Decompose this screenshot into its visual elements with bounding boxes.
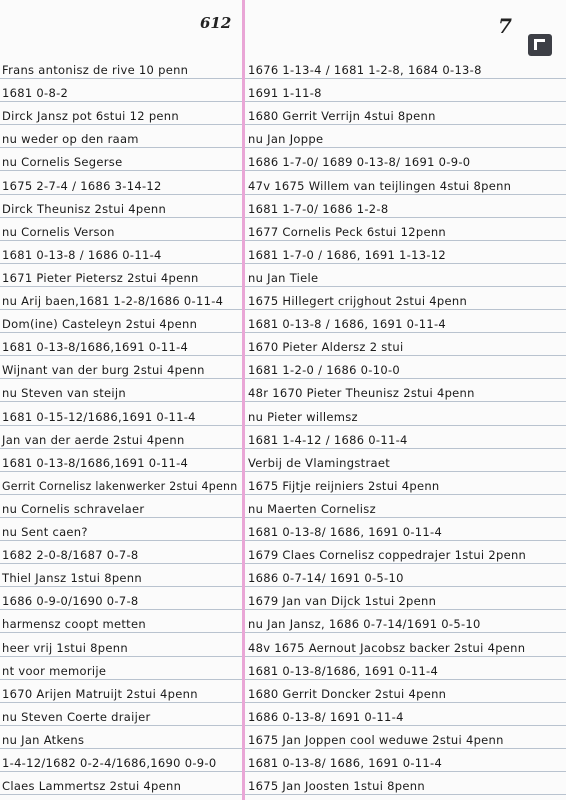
ledger-line: Thiel Jansz 1stui 8penn bbox=[2, 571, 142, 585]
ledger-line: Verbij de Vlamingstraet bbox=[248, 456, 391, 470]
ledger-line: 1681 1-7-0/ 1686 1-2-8 bbox=[248, 202, 389, 216]
ledger-line: nu Cornelis Segerse bbox=[2, 155, 123, 169]
ledger-line: 1681 0-13-8/1686,1691 0-11-4 bbox=[2, 456, 189, 470]
ledger-line: Claes Lammertsz 2stui 4penn bbox=[2, 779, 182, 793]
ruled-line bbox=[0, 78, 566, 79]
ruled-line bbox=[0, 170, 566, 171]
ledger-line: 1670 Pieter Aldersz 2 stui bbox=[248, 340, 404, 354]
ledger-line: 47v 1675 Willem van teijlingen 4stui 8penn bbox=[248, 179, 512, 193]
ledger-line: Gerrit Cornelisz lakenwerker 2stui 4penn bbox=[2, 479, 238, 493]
ledger-line: 1681 0-13-8 / 1686 0-11-4 bbox=[2, 248, 162, 262]
ruled-line bbox=[0, 401, 566, 402]
ledger-line: harmensz coopt metten bbox=[2, 617, 146, 631]
ledger-line: 1691 1-11-8 bbox=[248, 86, 322, 100]
ledger-line: 1686 0-13-8/ 1691 0-11-4 bbox=[248, 710, 404, 724]
ruled-line bbox=[0, 355, 566, 356]
ledger-line: 1681 0-13-8/ 1686, 1691 0-11-4 bbox=[248, 756, 443, 770]
ruled-line bbox=[0, 147, 566, 148]
ledger-line: 1686 0-9-0/1690 0-7-8 bbox=[2, 594, 139, 608]
ledger-line: 1675 Fijtje reijniers 2stui 4penn bbox=[248, 479, 440, 493]
ruled-line bbox=[0, 471, 566, 472]
ledger-line: nu Pieter willemsz bbox=[248, 410, 358, 424]
ledger-line: 1681 1-7-0 / 1686, 1691 1-13-12 bbox=[248, 248, 447, 262]
ruled-line bbox=[0, 586, 566, 587]
ledger-line: 1681 0-13-8 / 1686, 1691 0-11-4 bbox=[248, 317, 447, 331]
column-divider bbox=[242, 0, 245, 800]
ledger-line: 1680 Gerrit Verrijn 4stui 8penn bbox=[248, 109, 436, 123]
ledger-line: 48r 1670 Pieter Theunisz 2stui 4penn bbox=[248, 386, 475, 400]
ledger-line: nu Sent caen? bbox=[2, 525, 88, 539]
ledger-line: 1675 Jan Joosten 1stui 8penn bbox=[248, 779, 425, 793]
ledger-line: heer vrij 1stui 8penn bbox=[2, 641, 128, 655]
ruled-line bbox=[0, 540, 566, 541]
ruled-line bbox=[0, 101, 566, 102]
ledger-line: 1681 1-4-12 / 1686 0-11-4 bbox=[248, 433, 408, 447]
ruled-line bbox=[0, 656, 566, 657]
page-number-left: 612 bbox=[200, 14, 232, 32]
ledger-line: nu Jan Tiele bbox=[248, 271, 319, 285]
ruled-line bbox=[0, 563, 566, 564]
ruled-line bbox=[0, 771, 566, 772]
ruled-line bbox=[0, 702, 566, 703]
ruled-line bbox=[0, 632, 566, 633]
ruled-line bbox=[0, 263, 566, 264]
ruled-line bbox=[0, 124, 566, 125]
ruled-line bbox=[0, 286, 566, 287]
ledger-line: 1679 Claes Cornelisz coppedrajer 1stui 2penn bbox=[248, 548, 527, 562]
ledger-line: 1686 1-7-0/ 1689 0-13-8/ 1691 0-9-0 bbox=[248, 155, 471, 169]
ledger-line: 1681 0-13-8/ 1686, 1691 0-11-4 bbox=[248, 525, 443, 539]
corner-fold-icon bbox=[528, 34, 552, 56]
ledger-line: Jan van der aerde 2stui 4penn bbox=[2, 433, 185, 447]
ledger-line: 1677 Cornelis Peck 6stui 12penn bbox=[248, 225, 446, 239]
ruled-line bbox=[0, 494, 566, 495]
ledger-line: Frans antonisz de rive 10 penn bbox=[2, 63, 189, 77]
ledger-line: 1681 0-15-12/1686,1691 0-11-4 bbox=[2, 410, 196, 424]
ledger-line: 1686 0-7-14/ 1691 0-5-10 bbox=[248, 571, 404, 585]
ruled-line bbox=[0, 309, 566, 310]
ruled-line bbox=[0, 240, 566, 241]
ruled-line bbox=[0, 332, 566, 333]
ledger-line: nu weder op den raam bbox=[2, 132, 139, 146]
ledger-line: 1671 Pieter Pietersz 2stui 4penn bbox=[2, 271, 199, 285]
ledger-line: 1-4-12/1682 0-2-4/1686,1690 0-9-0 bbox=[2, 756, 217, 770]
ledger-line: nt voor memorije bbox=[2, 664, 107, 678]
ledger-line: 1676 1-13-4 / 1681 1-2-8, 1684 0-13-8 bbox=[248, 63, 482, 77]
ledger-line: nu Arij baen,1681 1-2-8/1686 0-11-4 bbox=[2, 294, 224, 308]
ledger-line: 1681 0-13-8/1686,1691 0-11-4 bbox=[2, 340, 189, 354]
ruled-line bbox=[0, 448, 566, 449]
ledger-line: 1675 Hillegert crijghout 2stui 4penn bbox=[248, 294, 468, 308]
ledger-line: 1679 Jan van Dijck 1stui 2penn bbox=[248, 594, 437, 608]
ruled-line bbox=[0, 748, 566, 749]
ledger-line: Dirck Jansz pot 6stui 12 penn bbox=[2, 109, 179, 123]
page-number-right: 7 bbox=[498, 14, 512, 38]
ledger-line: nu Cornelis schravelaer bbox=[2, 502, 145, 516]
ledger-line: 48v 1675 Aernout Jacobsz backer 2stui 4penn bbox=[248, 641, 526, 655]
ruled-line bbox=[0, 217, 566, 218]
ruled-line bbox=[0, 794, 566, 795]
ledger-line: nu Jan Atkens bbox=[2, 733, 85, 747]
ruled-line bbox=[0, 679, 566, 680]
ruled-line bbox=[0, 609, 566, 610]
ledger-line: 1681 0-13-8/1686, 1691 0-11-4 bbox=[248, 664, 439, 678]
ledger-line: Dom(ine) Casteleyn 2stui 4penn bbox=[2, 317, 198, 331]
ledger-line: nu Jan Jansz, 1686 0-7-14/1691 0-5-10 bbox=[248, 617, 481, 631]
ledger-line: 1670 Arijen Matruijt 2stui 4penn bbox=[2, 687, 198, 701]
ledger-line: 1675 2-7-4 / 1686 3-14-12 bbox=[2, 179, 162, 193]
ledger-line: Dirck Theunisz 2stui 4penn bbox=[2, 202, 167, 216]
ledger-line: nu Cornelis Verson bbox=[2, 225, 115, 239]
ruled-line bbox=[0, 517, 566, 518]
ruled-line bbox=[0, 425, 566, 426]
ledger-line: nu Maerten Cornelisz bbox=[248, 502, 376, 516]
ledger-line: 1681 1-2-0 / 1686 0-10-0 bbox=[248, 363, 401, 377]
ledger-line: nu Steven Coerte draijer bbox=[2, 710, 151, 724]
ledger-line: 1680 Gerrit Doncker 2stui 4penn bbox=[248, 687, 447, 701]
ledger-line: 1675 Jan Joppen cool weduwe 2stui 4penn bbox=[248, 733, 504, 747]
ledger-line: Wijnant van der burg 2stui 4penn bbox=[2, 363, 205, 377]
ledger-line: 1682 2-0-8/1687 0-7-8 bbox=[2, 548, 139, 562]
ledger-line: nu Jan Joppe bbox=[248, 132, 324, 146]
ledger-line: nu Steven van steijn bbox=[2, 386, 126, 400]
ledger-line: 1681 0-8-2 bbox=[2, 86, 69, 100]
ruled-line bbox=[0, 378, 566, 379]
ruled-line bbox=[0, 194, 566, 195]
ruled-line bbox=[0, 725, 566, 726]
